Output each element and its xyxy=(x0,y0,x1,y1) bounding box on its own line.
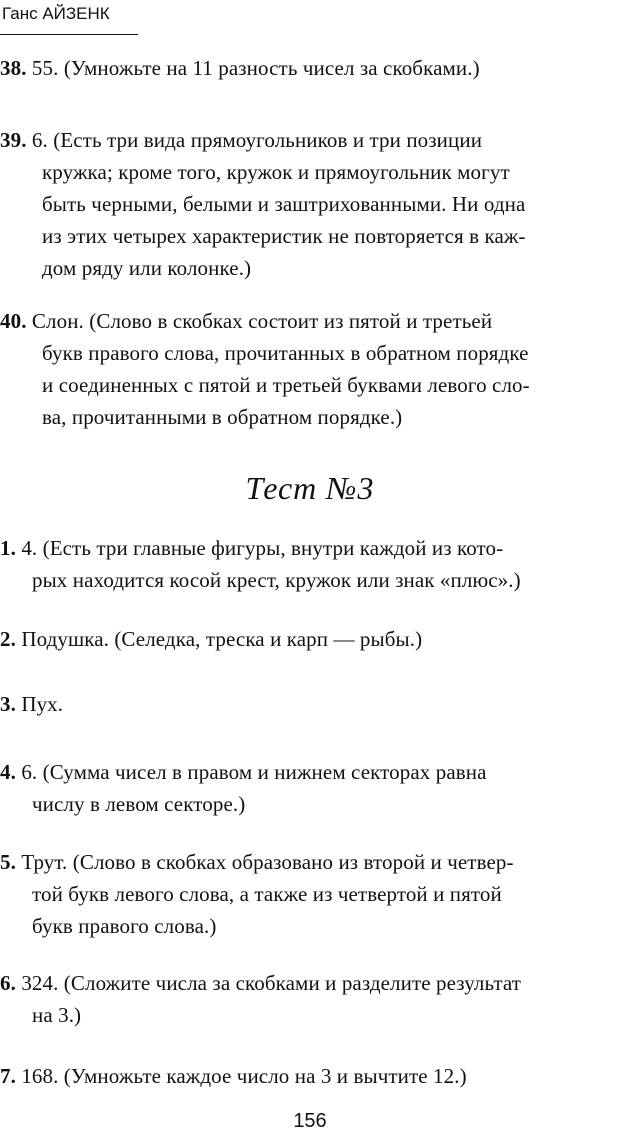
answer-text-line: той букв левого слова, а также из четвертой и пятой xyxy=(32,882,502,906)
answer-38 xyxy=(0,52,612,84)
answer-number: 1. xyxy=(0,536,16,560)
answer-text-line: ва, прочитанными в обратном порядке.) xyxy=(42,405,403,429)
answer-text-line: 168. (Умножьте каждое число на 3 и вычтите 12.) xyxy=(21,1064,467,1088)
answer-text-line: Пух. xyxy=(21,692,64,716)
answer-number: 6. xyxy=(0,971,16,995)
test3-answer-3 xyxy=(0,688,612,720)
answer-40 xyxy=(0,305,612,433)
answer-text-line: букв правого слова, прочитанных в обратном порядке xyxy=(42,341,529,365)
answer-text-line: букв правого слова.) xyxy=(32,914,217,938)
running-title: Ганс АЙЗЕНК xyxy=(2,4,110,23)
answer-number: 40. xyxy=(0,309,27,333)
test3-answer-1 xyxy=(0,532,612,596)
answer-text-line: 324. (Сложите числа за скобками и разделите результат xyxy=(21,971,522,995)
answer-number: 39. xyxy=(0,128,27,152)
answer-text-line: и соединенных с пятой и третьей буквами левого сло- xyxy=(42,373,530,397)
answer-number: 3. xyxy=(0,692,16,716)
answer-text-line: кружка; кроме того, кружок и прямоугольник могут xyxy=(42,160,510,184)
test3-answer-6 xyxy=(0,967,612,1031)
answer-text-line: быть черными, белыми и заштрихованными. Ни одна xyxy=(42,192,526,216)
test3-answer-5 xyxy=(0,846,612,942)
answer-number: 5. xyxy=(0,850,16,874)
answer-number: 2. xyxy=(0,627,16,651)
answer-text-line: Подушка. (Селедка, треска и карп — рыбы.) xyxy=(21,627,423,651)
test3-answer-2 xyxy=(0,623,612,655)
answer-number: 7. xyxy=(0,1064,16,1088)
answer-text-line: Слон. (Слово в скобках состоит из пятой и третьей xyxy=(31,309,493,333)
answer-text-line: из этих четырех характеристик не повторяется в каж- xyxy=(42,224,526,248)
answer-39 xyxy=(0,124,612,284)
answer-text-line: дом ряду или колонке.) xyxy=(42,256,252,280)
answer-text-line: 6. (Сумма чисел в правом и нижнем секторах равна xyxy=(21,760,487,784)
answer-number: 4. xyxy=(0,760,16,784)
page-number: 156 xyxy=(293,1110,327,1132)
answer-text-line: 4. (Есть три главные фигуры, внутри каждой из кото- xyxy=(21,536,504,560)
test3-answer-7 xyxy=(0,1060,612,1092)
answer-text-line: числу в левом секторе.) xyxy=(32,792,246,816)
answer-text-line: на 3.) xyxy=(32,1003,82,1027)
answer-number: 38. xyxy=(0,56,27,80)
answer-text-line: 6. (Есть три вида прямоугольников и три позиции xyxy=(31,128,483,152)
running-header xyxy=(0,0,138,35)
answer-text-line: рых находится косой крест, кружок или знак «плюс».) xyxy=(32,568,521,592)
test3-answer-4 xyxy=(0,756,612,820)
answer-text-line: Трут. (Слово в скобках образовано из второй и четвер- xyxy=(21,850,514,874)
answer-text-line: 55. (Умножьте на 11 разность чисел за скобками.) xyxy=(31,56,480,80)
section-title: Тест №3 xyxy=(245,470,375,506)
